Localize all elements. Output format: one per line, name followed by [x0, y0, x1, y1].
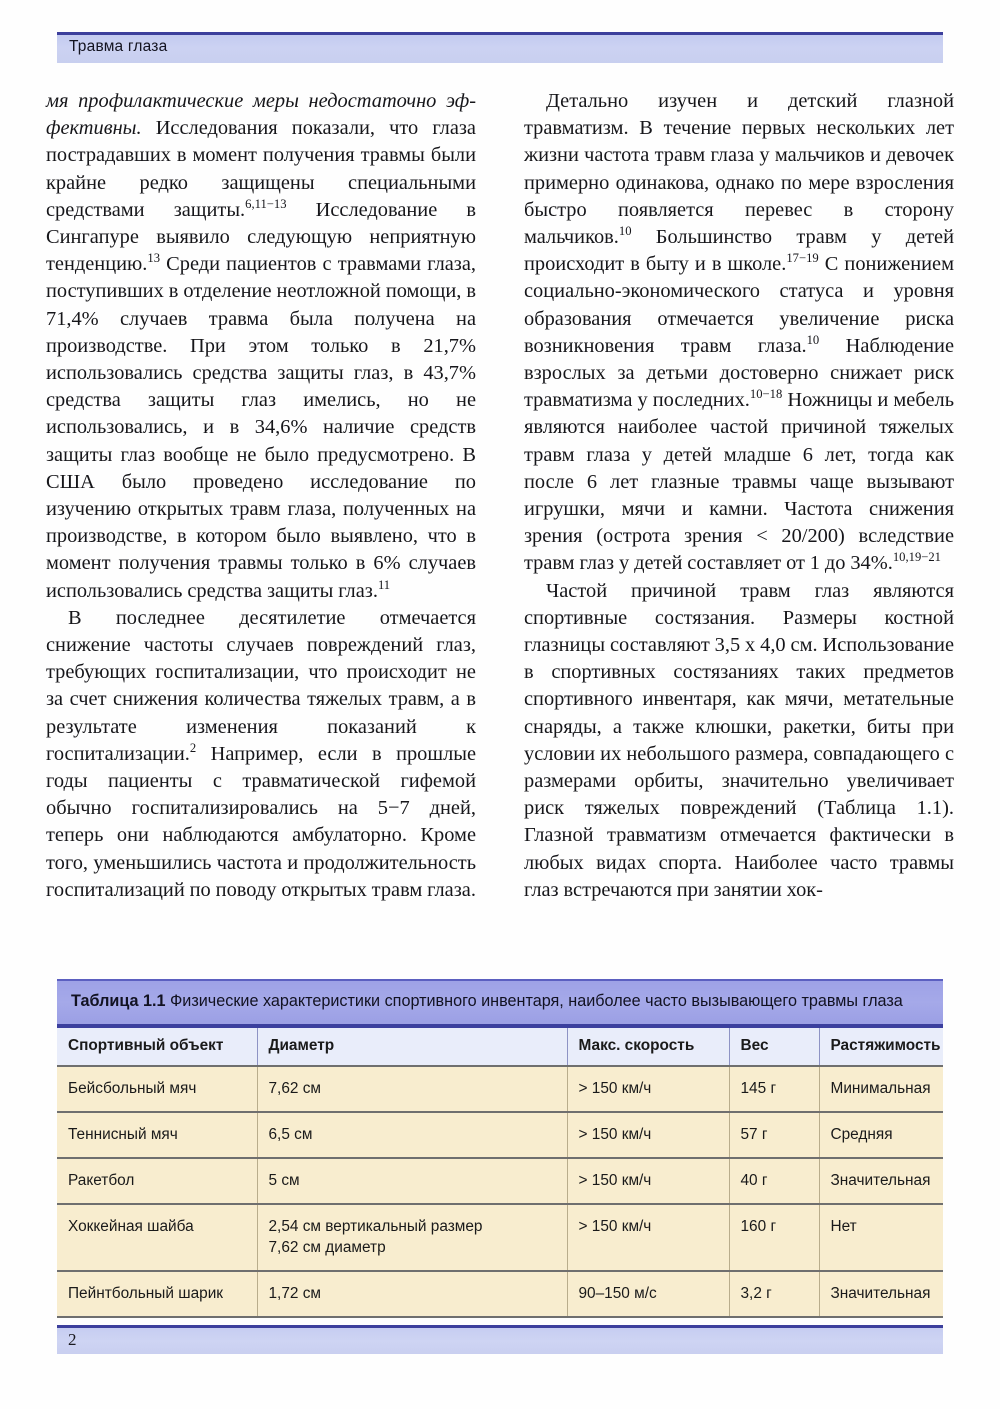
table-row — [57, 1112, 943, 1158]
table-row — [57, 1066, 943, 1112]
table-cell-speed: > 150 км/ч — [567, 1112, 729, 1158]
body-columns — [46, 88, 954, 904]
table-header-row — [57, 1028, 943, 1066]
table-cell-diameter: 1,72 см — [257, 1271, 567, 1317]
text-run: Исследование в Сингапуре выявило следующую неприятную тенденцию. — [46, 198, 477, 276]
reference-superscript: 10−18 — [749, 387, 783, 402]
table-cell-object: Теннисный мяч — [57, 1112, 257, 1158]
text-run: Большинство травм у детей происходит в быту и в школе. — [524, 226, 954, 276]
table-cell-object: Пейнтбольный шарик — [57, 1271, 257, 1317]
table-1-1 — [57, 979, 943, 1318]
table-cell-weight: 40 г — [729, 1158, 819, 1204]
table-header-elasticity: Растяжимость — [819, 1028, 943, 1066]
reference-superscript: 11 — [377, 577, 391, 592]
table-caption-label: Таблица 1.1 — [71, 992, 166, 1010]
table-cell-object: Бейсбольный мяч — [57, 1066, 257, 1112]
table-cell-speed: > 150 км/ч — [567, 1066, 729, 1112]
paragraph — [524, 578, 954, 904]
table-body — [57, 1028, 943, 1318]
table-cell-object: Ракетбол — [57, 1158, 257, 1204]
reference-superscript: 10 — [806, 333, 820, 348]
reference-superscript: 13 — [147, 251, 160, 266]
table-row — [57, 1271, 943, 1317]
table-row — [57, 1158, 943, 1204]
left-column — [46, 88, 476, 904]
text-run: Ножницы и мебель являются наиболее частой причиной тяжелых травм глаза у детей младше 6 лет, тогда как после 6 лет глазные травмы чаще вызывают игрушки, мячи и камни. Частота снижения зрения (острота зрения < 20/200) вследствие травм глаз у детей составляет от 1 до 34%. — [524, 389, 954, 575]
page-number: 2 — [68, 1330, 77, 1349]
text-run: С понижением социально-экономического статуса и уровня образования отмечается увеличение риска возникновения травм глаза. — [524, 253, 954, 357]
table-cell-diameter: 5 см — [257, 1158, 567, 1204]
table-cell-speed: > 150 км/ч — [567, 1158, 729, 1204]
reference-superscript: 10 — [618, 224, 632, 239]
table-cell-weight: 160 г — [729, 1204, 819, 1271]
table-caption — [57, 979, 943, 1028]
table-cell-weight: 145 г — [729, 1066, 819, 1112]
table-header-speed: Макс. скорость — [567, 1028, 729, 1066]
table-row — [57, 1204, 943, 1271]
text-run: Среди пациентов с травмами глаза, поступивших в отделение неотложной помощи, в 71,4% случаев травма была получена на производстве. При этом только в 21,7% использовались средства защиты глаз, в 43,7% средства защиты глаз имелись, но не использовались, и в 34,6% наличие средств защиты глаз вообще не было предусмотрено. В США было проведено исследование по изучению открытых травм глаза, полученных на производстве, в котором было выявлено, что в момент получения травмы только в 6% случаев использовались средства защиты глаз. — [46, 253, 476, 602]
reference-superscript: 10,19−21 — [892, 550, 941, 565]
italic-run: мя профилактические меры недостаточно эф-фективны. — [46, 90, 476, 140]
text-run: Исследования показали, что глаза пострадавших в момент получения травмы были крайне редко защищены специальными средствами защиты. — [46, 117, 476, 221]
table-cell-elasticity: Значительная — [819, 1158, 943, 1204]
table-cell-elasticity: Нет — [819, 1204, 943, 1271]
table-cell-speed: > 150 км/ч — [567, 1204, 729, 1271]
paragraph — [46, 88, 476, 605]
reference-superscript: 17−19 — [786, 251, 819, 266]
table-cell-object: Хоккейная шайба — [57, 1204, 257, 1271]
running-head-band — [57, 32, 943, 63]
table-header-object: Спортивный объект — [57, 1028, 257, 1066]
table-cell-diameter: 7,62 см — [257, 1066, 567, 1112]
table-cell-weight: 57 г — [729, 1112, 819, 1158]
table-header-weight: Вес — [729, 1028, 819, 1066]
paragraph — [524, 88, 954, 578]
text-run: Наблюдение взрослых за детьми достоверно снижает риск травматизма у последних. — [524, 334, 954, 412]
right-column — [524, 88, 954, 904]
table-cell-diameter: 6,5 см — [257, 1112, 567, 1158]
table-cell-diameter: 2,54 см вертикальный размер 7,62 см диаметр — [257, 1204, 567, 1271]
reference-superscript: 6,11−13 — [245, 197, 287, 212]
paragraph — [46, 605, 476, 904]
table-cell-speed: 90–150 м/с — [567, 1271, 729, 1317]
table-caption-text: Физические характеристики спортивного инвентаря, наиболее часто вызывающего травмы глаза — [165, 992, 903, 1010]
text-run: Частой причиной травм глаз являются спортивные состязания. Размеры костной глазницы составляют 3,5 х 4,0 см. Использование в спортивных состязаниях таких предметов спортивного инвентаря, как мячи, метательные снаряды, а также клюшки, ракетки, биты при условии их небольшого размера, совпадающего с размерами орбиты, значительно увеличивает риск тяжелых повреждений (Таблица 1.1). Глазной травматизм отмечается фактически в любых видах спорта. Наиболее часто травмы глаз встречаются при занятии хок- — [524, 579, 954, 901]
footer-band — [57, 1325, 943, 1354]
running-head-title: Травма глаза — [69, 38, 168, 55]
table-cell-elasticity: Минимальная — [819, 1066, 943, 1112]
reference-superscript: 2 — [189, 741, 197, 756]
table-cell-weight: 3,2 г — [729, 1271, 819, 1317]
table-header-diameter: Диаметр — [257, 1028, 567, 1066]
text-run: В последнее десятилетие отмечается снижение частоты случаев повреждений глаз, требующих госпитализации, что происходит не за счет снижения количества тяжелых травм, а в результате изменения показаний к госпитализации. — [46, 606, 476, 765]
text-run: Детально изучен и детский глазной травматизм. В течение первых нескольких лет жизни частота травм глаза у мальчиков и девочек примерно одинакова, однако по мере взросления быстро появляется перевес в сторону мальчиков. — [524, 90, 954, 249]
table-cell-elasticity: Значительная — [819, 1271, 943, 1317]
text-run: Например, если в прошлые годы пациенты с травматической гифемой обычно госпитализировались на 5−7 дней, теперь они наблюдаются амбулаторно. Кроме того, уменьшились частота и продолжительность госпитализаций по поводу открытых травм глаза. — [46, 742, 476, 901]
table-cell-elasticity: Средняя — [819, 1112, 943, 1158]
